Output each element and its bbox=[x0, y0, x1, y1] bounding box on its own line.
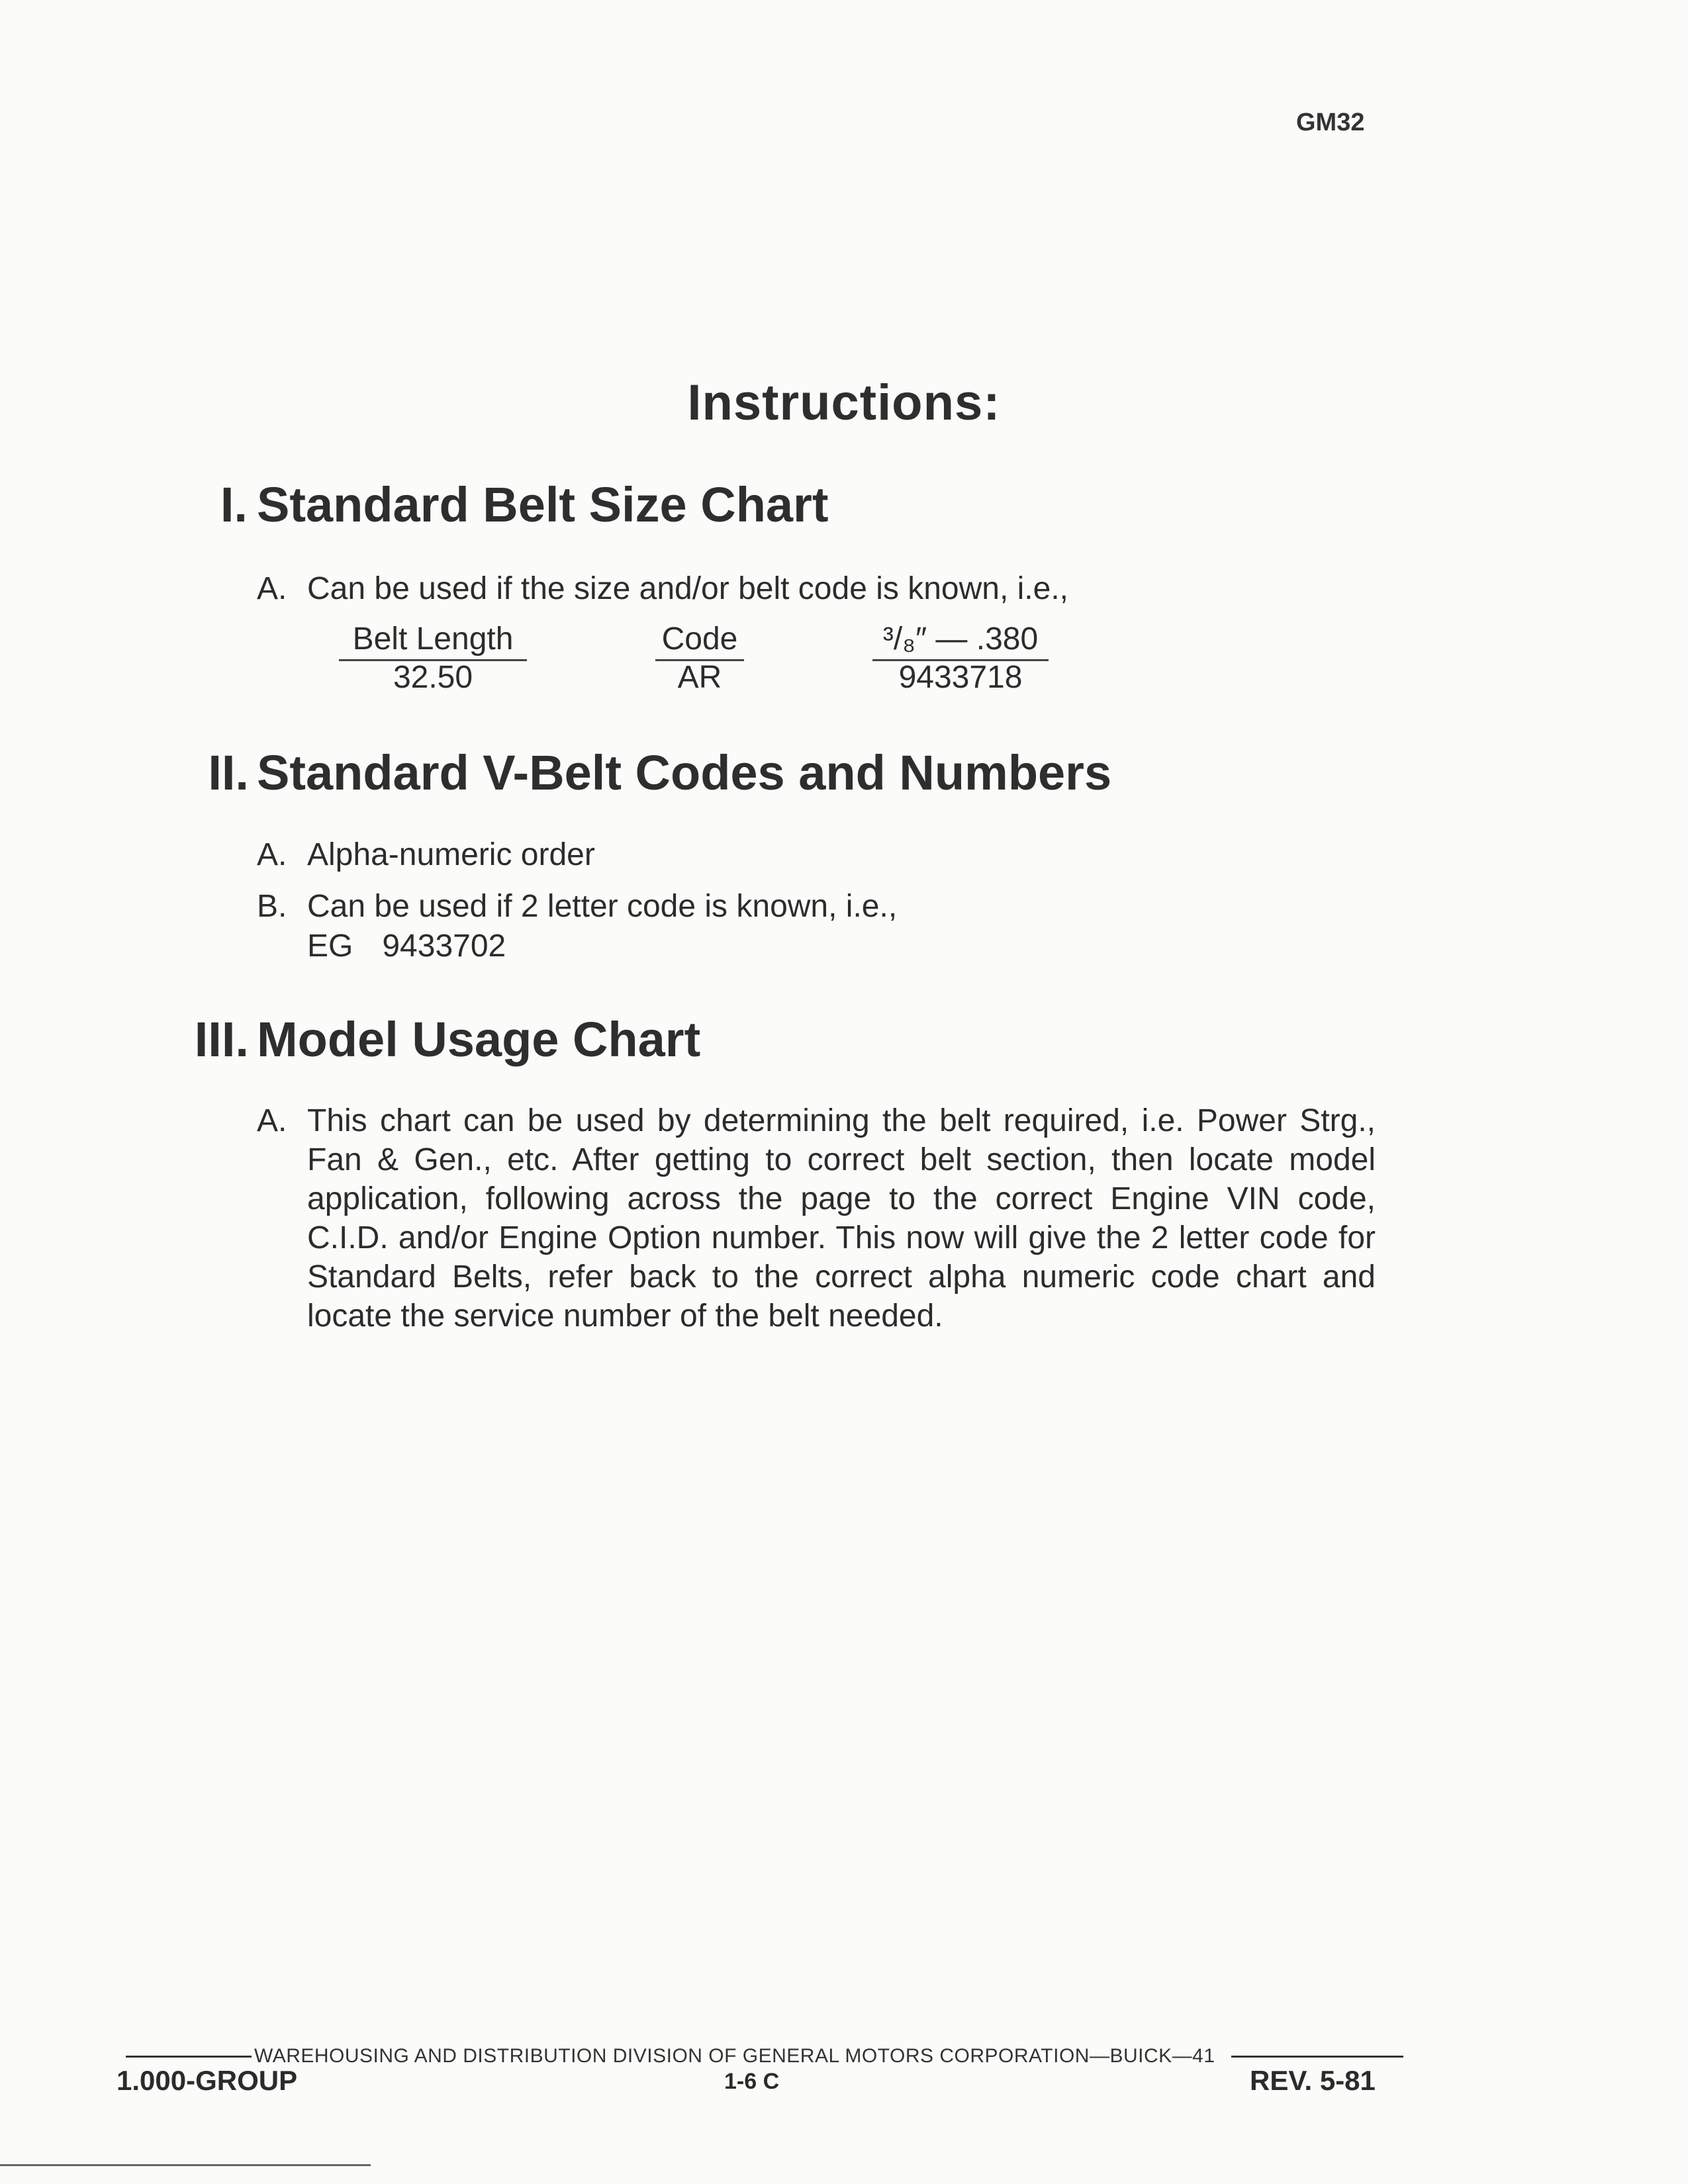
section-2-heading bbox=[0, 745, 1688, 811]
footer-page-number: 1-6 C bbox=[724, 2069, 780, 2094]
column-header: ³/₈″ — .380 bbox=[872, 621, 1049, 661]
section-2-number: II. bbox=[208, 745, 249, 800]
footer-rule-right bbox=[1231, 2056, 1403, 2058]
item-letter: A. bbox=[257, 837, 287, 872]
column-value: AR bbox=[677, 660, 722, 695]
section-1-number: I. bbox=[220, 477, 248, 532]
footer-rule-left bbox=[126, 2056, 252, 2058]
item-letter: A. bbox=[257, 1103, 287, 1138]
section-3-title: Model Usage Chart bbox=[257, 1012, 701, 1067]
footer-group: 1.000-GROUP bbox=[117, 2065, 298, 2096]
section-2-title: Standard V-Belt Codes and Numbers bbox=[257, 745, 1112, 800]
section-1-title: Standard Belt Size Chart bbox=[257, 477, 829, 532]
document-code: GM32 bbox=[1296, 109, 1365, 136]
footer-division-text: WAREHOUSING AND DISTRIBUTION DIVISION OF GENERAL MOTORS CORPORATION—BUICK—41 bbox=[254, 2045, 1215, 2067]
item-text: Can be used if the size and/or belt code is known, i.e., bbox=[307, 571, 1069, 606]
section-2-item-b bbox=[257, 887, 897, 927]
table-column-code bbox=[655, 621, 744, 694]
item-text: Alpha-numeric order bbox=[307, 837, 595, 872]
item-text: This chart can be used by determining the belt required, i.e. Power Strg., Fan & Gen., etc. After getting to correct belt section, then locate model application, following across the page to the correct Engine VIN code, C.I.D. and/or Engine Option number. This now will give the 2 letter code for Standard Belts, refer back to the correct alpha numeric code chart and locate the service number of the belt needed. bbox=[307, 1103, 1376, 1334]
column-value: 32.50 bbox=[393, 660, 473, 695]
section-1-item-a bbox=[257, 569, 1068, 609]
example-code: EG bbox=[307, 929, 353, 964]
scan-edge-line bbox=[0, 2164, 371, 2166]
section-3-item-a bbox=[257, 1101, 1376, 1336]
example-number: 9433702 bbox=[382, 929, 506, 964]
column-value: 9433718 bbox=[898, 660, 1023, 695]
section-3-heading bbox=[0, 1011, 1688, 1077]
footer-revision: REV. 5-81 bbox=[1250, 2065, 1376, 2096]
item-text: Can be used if 2 letter code is known, i.e., bbox=[307, 889, 898, 924]
section-2-item-a bbox=[257, 835, 595, 875]
table-column-belt-length bbox=[339, 621, 527, 694]
item-letter: B. bbox=[257, 889, 287, 924]
section-3-number: III. bbox=[194, 1012, 249, 1067]
footer-division-line bbox=[126, 2045, 1403, 2068]
column-header: Code bbox=[655, 621, 744, 661]
section-2-example bbox=[307, 927, 506, 966]
page-title: Instructions: bbox=[687, 375, 1001, 431]
section-1-heading bbox=[0, 477, 1688, 543]
column-header: Belt Length bbox=[339, 621, 527, 661]
item-letter: A. bbox=[257, 571, 287, 606]
table-column-size bbox=[872, 621, 1049, 694]
